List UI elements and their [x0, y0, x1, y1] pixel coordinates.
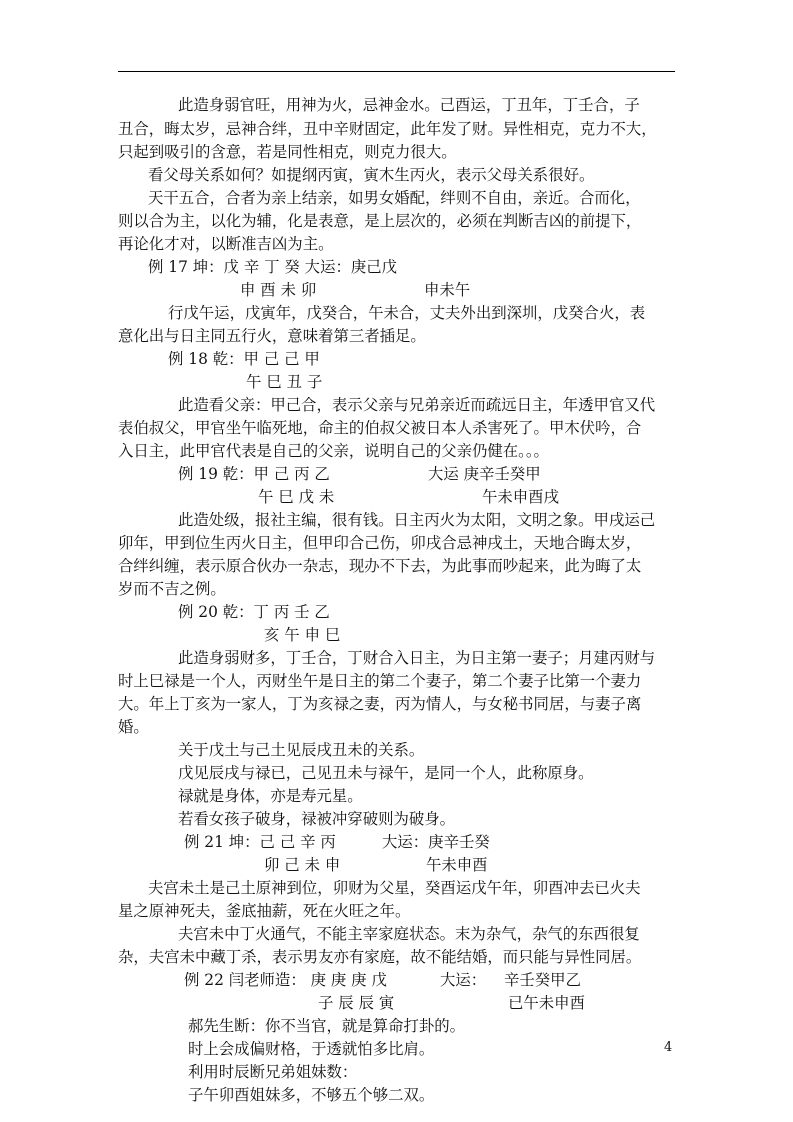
text-line: 午 巳 丑 子: [246, 373, 323, 391]
text-line: 利用时辰断兄弟姐妹数：: [188, 1063, 358, 1081]
text-line: 入日主，此甲官代表是自己的父亲，说明自己的父亲仍健在。。。: [118, 442, 549, 460]
text-line: 例 22 闫老师造： 庚 庚 庚 戊: [184, 971, 387, 989]
text-line: 午未申酉戌: [482, 488, 559, 506]
text-line: 此造看父亲：甲己合，表示父亲与兄弟亲近而疏远日主，年透甲官又代: [178, 396, 656, 414]
text-line: 大运：: [440, 971, 487, 989]
text-line: 星之原神死夫，釜底抽薪，死在火旺之年。: [118, 902, 411, 920]
text-line: 辛壬癸甲乙: [504, 971, 581, 989]
text-line: 杂，夫宫未中藏丁杀，表示男友亦有家庭，故不能结婚，而只能与异性同居。: [118, 948, 642, 966]
text-line: 此造身弱财多，丁壬合，丁财合入日主，为日主第一妻子；月建丙财与: [178, 649, 656, 667]
header-rule: [118, 71, 675, 72]
text-line: 此造处级，报社主编，很有钱。日主丙火为太阳，文明之象。甲戌运己: [178, 511, 656, 529]
text-line: 午 巳 戊 未: [258, 488, 335, 506]
text-line: 子午卯酉姐妹多，不够五个够二双。: [188, 1086, 435, 1104]
text-line: 戊见辰戌与禄已，己见丑未与禄午，是同一个人，此称原身。: [178, 764, 594, 782]
text-line: 此造身弱官旺，用神为火，忌神金水。己酉运，丁丑年，丁壬合，子: [178, 96, 640, 114]
text-line: 申未午: [424, 281, 471, 299]
text-line: 卯年，甲到位生丙火日主，但甲印合己伤，卯戌合忌神戌土，天地合晦太岁，: [118, 534, 642, 552]
text-line: 例 21 坤：己 己 辛 丙: [184, 833, 336, 851]
text-line: 则以合为主，以化为辅，化是表意，是上层次的，必须在判断吉凶的前提下，: [118, 212, 642, 230]
text-line: 大运 庚辛壬癸甲: [428, 465, 541, 483]
text-line: 午未申酉: [426, 856, 488, 874]
text-line: 若看女孩子破身，禄被冲穿破则为破身。: [178, 810, 456, 828]
text-line: 再论化才对，以断准吉凶为主。: [118, 235, 334, 253]
text-line: 申 酉 未 卯: [240, 281, 317, 299]
text-line: 子 辰 辰 寅: [318, 994, 395, 1012]
text-line: 丑合，晦太岁，忌神合绊，丑中辛财固定，此年发了财。异性相克，克力不大，: [118, 120, 657, 138]
text-line: 天干五合，合者为亲上结亲，如男女婚配，绊则不自由，亲近。合而化，: [148, 189, 641, 207]
text-line: 合绊纠缠，表示原合伙办一杂志，现办不下去，为此事而吵起来，此为晦了太: [118, 557, 642, 575]
text-line: 行戊午运，戊寅年，戊癸合，午未合，丈夫外出到深圳，戊癸合火，表: [168, 304, 646, 322]
text-line: 只起到吸引的含意，若是同性相克，则克力很大。: [118, 143, 457, 161]
text-line: 例 19 乾：甲 己 丙 乙: [178, 465, 330, 483]
text-line: 例 18 乾：甲 己 己 甲: [168, 350, 320, 368]
text-line: 郝先生断：你不当官，就是算命打卦的。: [188, 1017, 466, 1035]
text-line: 例 20 乾：丁 丙 壬 乙: [178, 603, 330, 621]
text-line: 看父母关系如何？如提纲丙寅，寅木生丙火，表示父母关系很好。: [148, 166, 595, 184]
text-line: 卯 己 未 申: [264, 856, 341, 874]
text-line: 夫宫未土是己土原神到位，卯财为父星，癸酉运戊午年，卯酉冲去已火夫: [148, 879, 641, 897]
text-line: 大运：庚辛壬癸: [382, 833, 490, 851]
text-line: 岁而不吉之例。: [118, 580, 226, 598]
text-line: 时上会成偏财格，于透就怕多比肩。: [188, 1040, 435, 1058]
text-line: 大。年上丁亥为一家人，丁为亥禄之妻，丙为情人，与女秘书同居，与妻子离: [118, 695, 642, 713]
text-line: 例 17 坤：戊 辛 丁 癸 大运：庚己戊: [148, 258, 398, 276]
text-line: 已午未申酉: [508, 994, 585, 1012]
page-number: 4: [664, 1040, 673, 1055]
text-line: 时上巳禄是一个人，丙财坐午是日主的第二个妻子，第二个妻子比第一个妻力: [118, 672, 642, 690]
text-line: 表伯叔父，甲官坐午临死地，命主的伯叔父被日本人杀害死了。甲木伏吟，合: [118, 419, 642, 437]
text-line: 亥 午 申 巳: [264, 626, 341, 644]
text-line: 意化出与日主同五行火，意味着第三者插足。: [118, 327, 426, 345]
text-line: 夫宫未中丁火通气，不能主宰家庭状态。末为杂气，杂气的东西很复: [178, 925, 640, 943]
text-line: 关于戊土与己土见辰戌丑未的关系。: [178, 741, 425, 759]
text-line: 婚。: [118, 718, 149, 736]
text-line: 禄就是身体，亦是寿元星。: [178, 787, 363, 805]
